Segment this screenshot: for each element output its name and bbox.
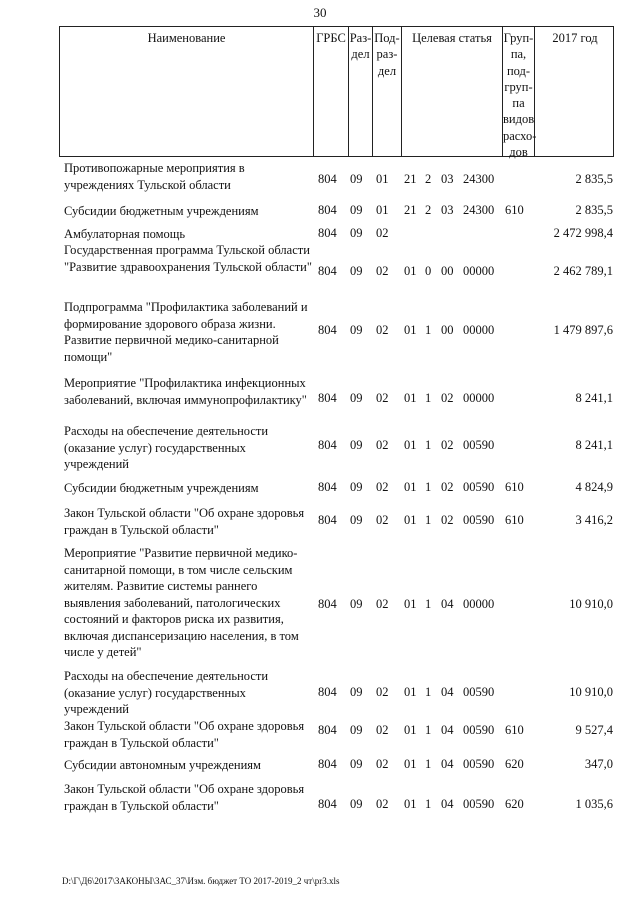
cell-cs2: 1 — [425, 597, 432, 611]
cell-cs2: 1 — [425, 797, 432, 811]
cell-podrazdel: 01 — [376, 172, 389, 186]
cell-cs4: 00590 — [463, 723, 495, 737]
header-target-article: Целевая статья — [401, 27, 502, 156]
cell-grbs: 804 — [318, 513, 337, 527]
cell-razdel: 09 — [350, 226, 363, 240]
header-podrazdel: Под- раз- дел — [372, 27, 401, 156]
row-name: Амбулаторная помощь — [64, 227, 186, 241]
file-path-footer: D:\Г\Д6\2017\ЗАКОНЫ\ЗАС_37\Изм. бюджет ТО 2017-2019_2 чт\pr3.xls — [62, 876, 340, 886]
cell-grbs: 804 — [318, 203, 337, 217]
row-name: Подпрограмма "Профилактика заболеваний и формирование здорового образа жизни. Развитие первичной медико-санитарной помощи" — [64, 300, 308, 364]
cell-razdel: 09 — [350, 172, 363, 186]
cell-razdel: 09 — [350, 203, 363, 217]
row-name: Субсидии автономным учреждениям — [64, 758, 261, 772]
cell-razdel: 09 — [350, 685, 363, 699]
cell-podrazdel: 02 — [376, 797, 389, 811]
cell-vid: 620 — [505, 757, 524, 771]
row-name: Закон Тульской области "Об охране здоровья граждан в Тульской области" — [64, 506, 305, 537]
cell-vid: 610 — [505, 203, 524, 217]
cell-razdel: 09 — [350, 264, 363, 278]
cell-amount: 8 241,1 — [575, 391, 613, 405]
cell-cs1: 01 — [404, 723, 417, 737]
cell-cs2: 0 — [425, 264, 432, 278]
cell-razdel: 09 — [350, 323, 363, 337]
cell-vid: 610 — [505, 480, 524, 494]
cell-amount: 2 835,5 — [575, 172, 613, 186]
cell-cs3: 04 — [441, 757, 454, 771]
row-name: Расходы на обеспечение деятельности (оказание услуг) государственных учреждений — [64, 669, 269, 716]
row-name: Субсидии бюджетным учреждениям — [64, 481, 259, 495]
cell-amount: 2 835,5 — [575, 203, 613, 217]
cell-amount: 2 472 998,4 — [553, 226, 613, 240]
cell-cs3: 04 — [441, 723, 454, 737]
cell-cs4: 24300 — [463, 203, 495, 217]
cell-cs4: 00590 — [463, 797, 495, 811]
cell-cs2: 1 — [425, 438, 432, 452]
cell-cs4: 00590 — [463, 438, 495, 452]
cell-amount: 3 416,2 — [575, 513, 613, 527]
cell-cs1: 01 — [404, 757, 417, 771]
cell-cs1: 01 — [404, 438, 417, 452]
cell-podrazdel: 02 — [376, 438, 389, 452]
cell-cs2: 1 — [425, 723, 432, 737]
cell-podrazdel: 01 — [376, 203, 389, 217]
cell-cs4: 00590 — [463, 685, 495, 699]
cell-cs1: 21 — [404, 172, 417, 186]
cell-cs4: 00000 — [463, 264, 495, 278]
cell-podrazdel: 02 — [376, 597, 389, 611]
cell-cs2: 2 — [425, 172, 432, 186]
cell-razdel: 09 — [350, 797, 363, 811]
cell-amount: 10 910,0 — [569, 685, 613, 699]
cell-cs3: 03 — [441, 172, 454, 186]
cell-razdel: 09 — [350, 480, 363, 494]
cell-razdel: 09 — [350, 723, 363, 737]
cell-cs4: 00590 — [463, 480, 495, 494]
row-name: Мероприятие "Профилактика инфекционных заболеваний, включая иммунопрофилактику" — [64, 376, 307, 407]
cell-cs1: 01 — [404, 597, 417, 611]
cell-cs2: 1 — [425, 757, 432, 771]
row-name: Мероприятие "Развитие первичной медико-санитарной помощи, в том числе сельским жителям. Развитие системы раннего выявления заболеваний, патологических состояний и факторов риска их развития, включая диспансеризацию населения, в том числе у детей" — [64, 546, 299, 659]
cell-podrazdel: 02 — [376, 264, 389, 278]
cell-cs1: 01 — [404, 797, 417, 811]
cell-cs2: 1 — [425, 685, 432, 699]
cell-amount: 347,0 — [584, 757, 613, 771]
row-name: Субсидии бюджетным учреждениям — [64, 204, 259, 218]
cell-vid: 610 — [505, 723, 524, 737]
cell-grbs: 804 — [318, 723, 337, 737]
row-name: Закон Тульской области "Об охране здоровья граждан в Тульской области" — [64, 782, 305, 813]
header-vid-group: Груп- па, под- груп- па видов расхо- дов — [502, 27, 534, 156]
cell-amount: 2 462 789,1 — [553, 264, 613, 278]
cell-razdel: 09 — [350, 513, 363, 527]
cell-cs1: 01 — [404, 264, 417, 278]
cell-cs2: 1 — [425, 513, 432, 527]
cell-cs3: 04 — [441, 797, 454, 811]
cell-cs3: 00 — [441, 323, 454, 337]
cell-podrazdel: 02 — [376, 723, 389, 737]
cell-amount: 9 527,4 — [575, 723, 613, 737]
cell-cs4: 00000 — [463, 597, 495, 611]
cell-grbs: 804 — [318, 597, 337, 611]
cell-podrazdel: 02 — [376, 391, 389, 405]
cell-cs2: 1 — [425, 391, 432, 405]
cell-amount: 10 910,0 — [569, 597, 613, 611]
cell-grbs: 804 — [318, 797, 337, 811]
cell-grbs: 804 — [318, 226, 337, 240]
cell-cs1: 01 — [404, 480, 417, 494]
cell-cs3: 02 — [441, 391, 454, 405]
cell-podrazdel: 02 — [376, 685, 389, 699]
cell-cs1: 01 — [404, 513, 417, 527]
cell-amount: 1 035,6 — [575, 797, 613, 811]
cell-amount: 1 479 897,6 — [553, 323, 613, 337]
cell-cs3: 00 — [441, 264, 454, 278]
header-grbs: ГРБС — [313, 27, 348, 156]
table-header — [59, 26, 614, 160]
cell-razdel: 09 — [350, 597, 363, 611]
cell-podrazdel: 02 — [376, 757, 389, 771]
row-name: Расходы на обеспечение деятельности (оказание услуг) государственных учреждений — [64, 424, 269, 471]
cell-grbs: 804 — [318, 480, 337, 494]
cell-cs3: 02 — [441, 480, 454, 494]
header-razdel: Раз- дел — [348, 27, 372, 156]
cell-grbs: 804 — [318, 264, 337, 278]
cell-cs3: 02 — [441, 438, 454, 452]
cell-razdel: 09 — [350, 757, 363, 771]
cell-podrazdel: 02 — [376, 480, 389, 494]
cell-cs3: 04 — [441, 597, 454, 611]
cell-razdel: 09 — [350, 438, 363, 452]
cell-grbs: 804 — [318, 391, 337, 405]
header-year: 2017 год — [534, 27, 615, 156]
cell-vid: 620 — [505, 797, 524, 811]
row-name: Государственная программа Тульской области "Развитие здравоохранения Тульской области" — [64, 243, 312, 274]
cell-cs2: 2 — [425, 203, 432, 217]
row-name: Противопожарные мероприятия в учреждениях Тульской области — [64, 161, 245, 192]
cell-amount: 4 824,9 — [575, 480, 613, 494]
cell-vid: 610 — [505, 513, 524, 527]
cell-cs1: 01 — [404, 391, 417, 405]
cell-cs3: 04 — [441, 685, 454, 699]
cell-cs4: 00590 — [463, 757, 495, 771]
cell-grbs: 804 — [318, 757, 337, 771]
cell-grbs: 804 — [318, 172, 337, 186]
cell-cs2: 1 — [425, 323, 432, 337]
cell-grbs: 804 — [318, 323, 337, 337]
cell-cs4: 00000 — [463, 391, 495, 405]
cell-cs1: 01 — [404, 685, 417, 699]
cell-cs3: 03 — [441, 203, 454, 217]
cell-podrazdel: 02 — [376, 513, 389, 527]
cell-podrazdel: 02 — [376, 226, 389, 240]
cell-cs4: 24300 — [463, 172, 495, 186]
row-name: Закон Тульской области "Об охране здоровья граждан в Тульской области" — [64, 719, 305, 750]
cell-cs4: 00590 — [463, 513, 495, 527]
header-name: Наименование — [147, 31, 226, 45]
cell-cs2: 1 — [425, 480, 432, 494]
cell-podrazdel: 02 — [376, 323, 389, 337]
cell-razdel: 09 — [350, 391, 363, 405]
cell-cs1: 21 — [404, 203, 417, 217]
cell-cs1: 01 — [404, 323, 417, 337]
cell-grbs: 804 — [318, 685, 337, 699]
page-number: 30 — [313, 5, 327, 20]
cell-cs4: 00000 — [463, 323, 495, 337]
cell-grbs: 804 — [318, 438, 337, 452]
cell-cs3: 02 — [441, 513, 454, 527]
cell-amount: 8 241,1 — [575, 438, 613, 452]
